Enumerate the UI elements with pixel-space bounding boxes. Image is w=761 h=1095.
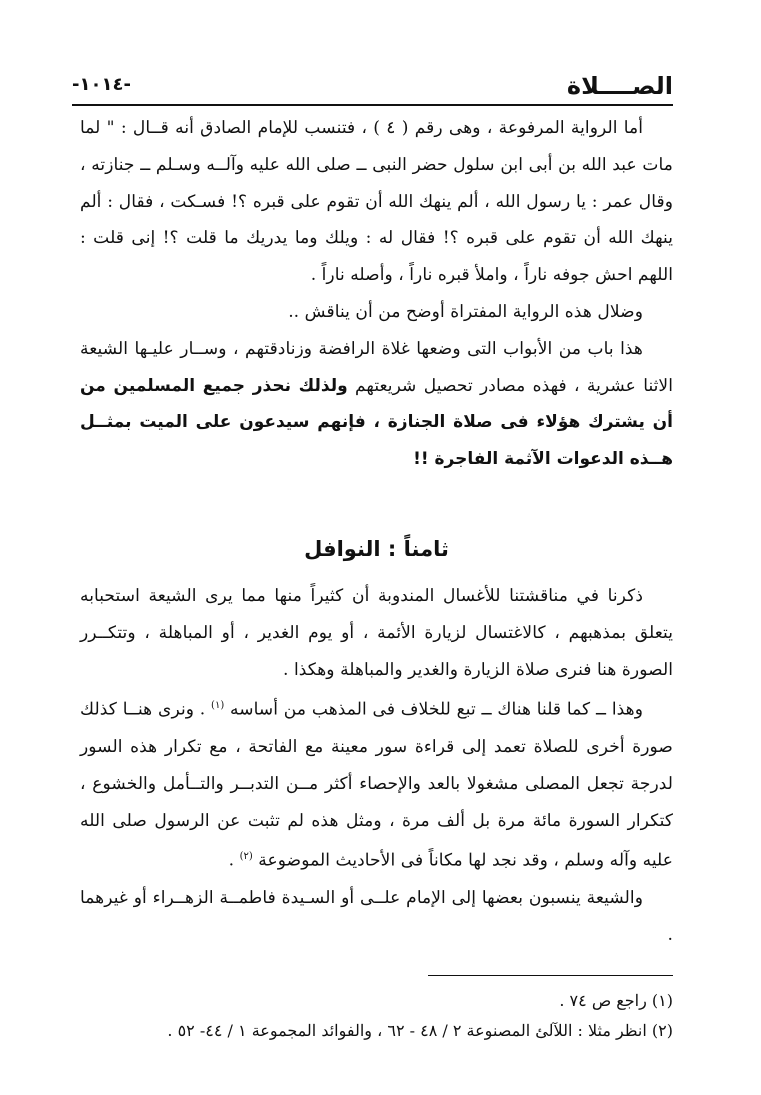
body-text-lower — [80, 578, 673, 953]
paragraph-misguidance: وضلال هذه الرواية المفتراة أوضح من أن يناقش .. — [288, 301, 643, 322]
paragraph-warning — [80, 331, 673, 478]
paragraph-raised-narration: أما الرواية المرفوعة ، وهى رقم ( ٤ ) ، فتنسب للإمام الصادق أنه قــال : " لما مات عبد الله بن أبى ابن سلول حضر النبى ــ صلى الله عليه وآلــه وسـلم ــ جنازته ، وقال عمر : يا رسول الله ، ألم ينهك الله أن تقوم على قبره ؟! فسـكت ، فقال : ألم ينهك الله أن تقوم على قبره ؟! فقال له : ويلك وما يدريك ما قلت ؟! إنى قلت : اللهم احش جوفه ناراً ، واملأ قبره ناراً ، وأصله ناراً . — [80, 118, 673, 286]
section-heading: ثامناً : النوافل — [304, 537, 449, 561]
chapter-title: الصــــلاة — [566, 72, 673, 100]
footnote-2: (٢) انظر مثلا : اللآلئ المصنوعة ٢ / ٤٨ - ٦٢ ، والفوائد المجموعة ١ / ٤٤- ٥٢ . — [167, 1021, 673, 1040]
footnote-divider — [428, 975, 673, 976]
paragraph-warning-bold: ولذلك نحذر جميع المسلمين من أن يشترك هؤلاء فى صلاة الجنازة ، فإنهم سيدعون على الميت بمثــل هــذه الدعوات الآثمة الفاجرة !! — [80, 375, 673, 470]
paragraph-disagreement-period: . — [228, 851, 235, 872]
paragraph-disagreement — [80, 688, 673, 879]
paragraph-disagreement-start: وهذا ــ كما قلنا هناك ــ تبع للخلاف فى المذهب من أساسه — [229, 700, 643, 721]
page-header — [72, 70, 673, 106]
paragraph-disagreement-end: صلى الله عليه وآله وسلم ، وقد نجد لها مكاناً فى الأحاديث الموضوعة — [80, 810, 673, 872]
paragraph-ghusl: ذكرنا في مناقشتنا للأغسال المندوبة أن كثيراً منها مما يرى الشيعة استحبابه يتعلق بمذهبهم ، كالاغتسال لزيارة الأئمة ، أو يوم الغدير ، أو المباهلة ، وتتكــرر الصورة هنا فنرى صلاة الزيارة والغدير والمباهلة وهكذا . — [80, 586, 673, 680]
footnote-1: (١) راجع ص ٧٤ . — [559, 991, 673, 1010]
footnotes — [80, 986, 673, 1046]
page-number: -١٠١٤- — [72, 74, 131, 95]
footnote-mark-2: (٢) — [239, 851, 253, 863]
paragraph-disagreement-rest: . ونرى هنــا كذلك صورة أخرى للصلاة تعمد إلى قراءة سور معينة مع الفاتحة ، مع تكرار هذه السور لدرجة تجعل المصلى مشغولا بالعد والإحصاء أكثر مــن التدبــر والتــأمل والخشوع ، كتكرار السورة مائة مرة بل ألف مرة ، ومثل هذه لم تثبت عن الرسول — [80, 700, 673, 831]
paragraph-warning-normal: هذا باب من الأبواب التى وضعها غلاة الرافضة وزنادقتهم ، وســار عليـها الشيعة الاثنا عشرية ، فهذه مصادر تحصيل شريعتهم — [80, 338, 673, 396]
body-text-upper — [80, 110, 673, 478]
paragraph-attribution: والشيعة ينسبون بعضها إلى الإمام علــى أو السـيدة فاطمــة الزهــراء أو غيرهما . — [80, 887, 673, 945]
footnote-mark-1: (١) — [211, 700, 225, 712]
